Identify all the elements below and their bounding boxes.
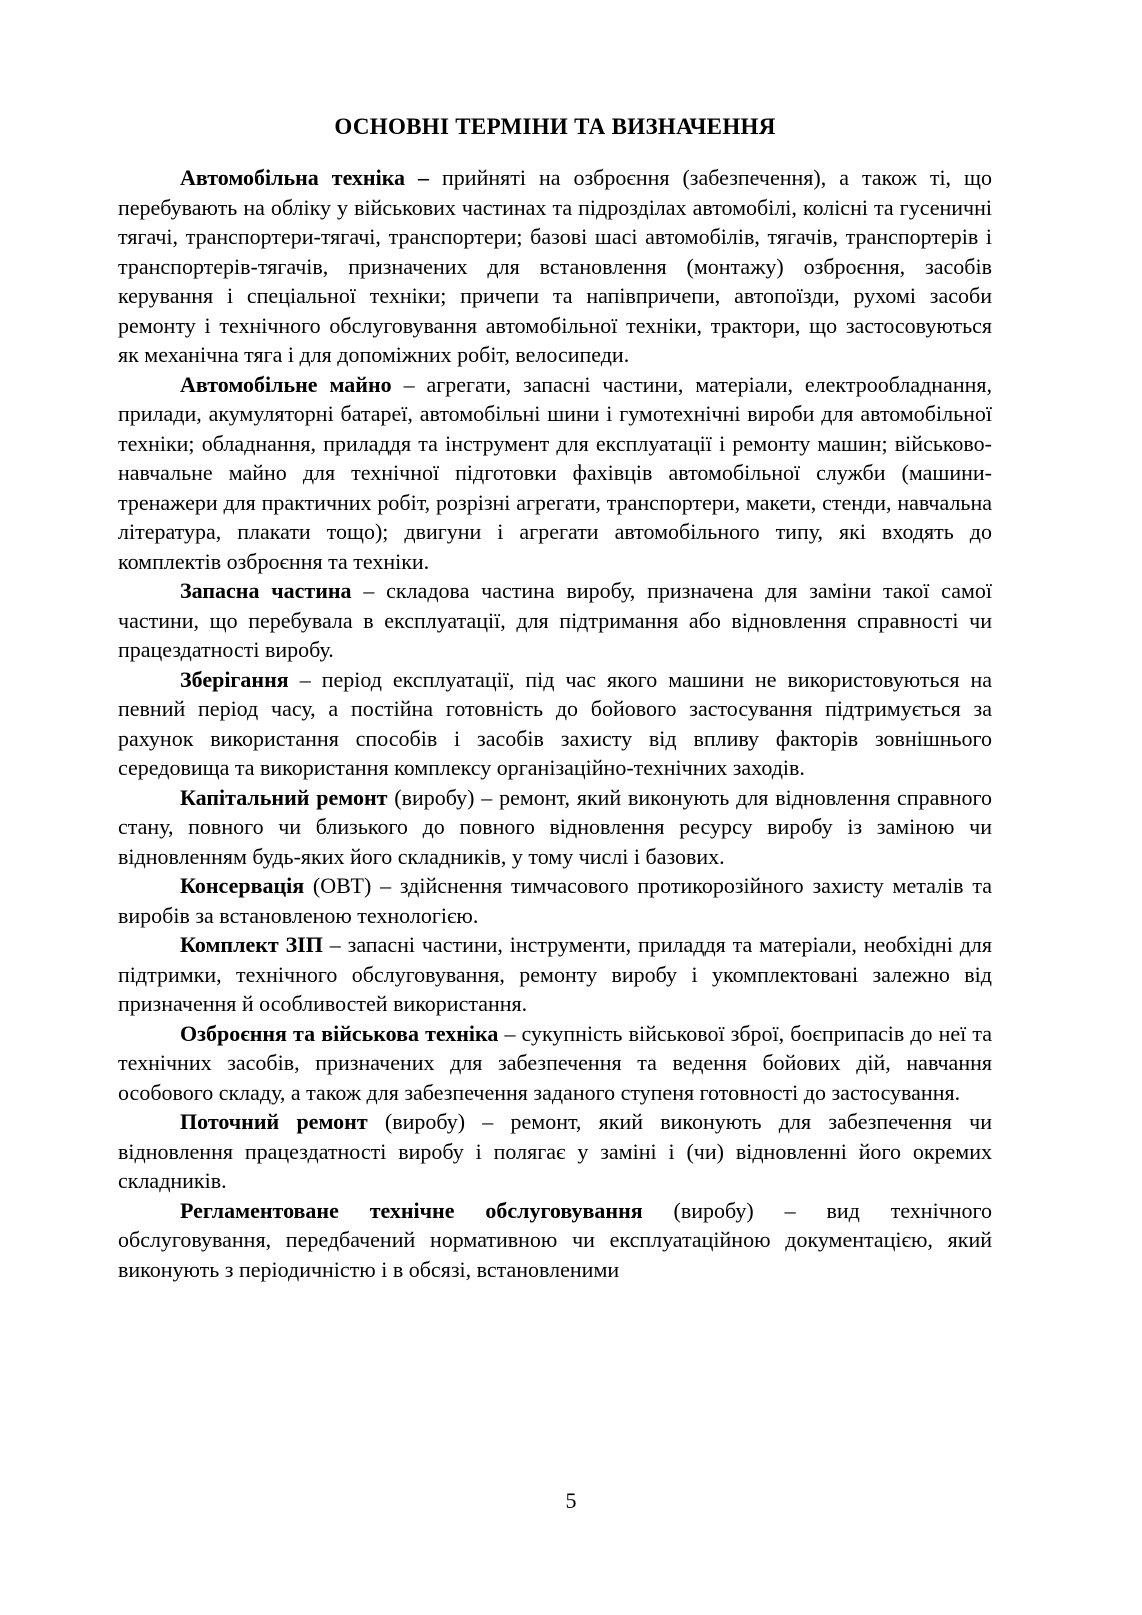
definition-text: – агрегати, запасні частини, матеріали, електрообладнання, прилади, акумуляторні батареї, автомобільні шини і гумотехнічні вироби для автомобільної техніки; обладнання, приладдя та інструмент для експлуатації і ремонту машин; військово-навчальне майно для технічної підготовки фахівців автомобільної служби (машини-тренажери для практичних робіт, розрізні агрегати, транспортери, макети, стенди, навчальна література, плакати тощо); двигуни і агрегати автомобільного типу, які входять до комплектів озброєння та техніки. <box>118 371 992 574</box>
term-zapasna-chastyna: Запасна частина <box>180 578 352 603</box>
definition-paragraph <box>118 1107 992 1196</box>
definition-text: (виробу) – ремонт, який виконують для відновлення справного стану, повного чи близького до повного відновлення ресурсу виробу із заміною чи відновленням будь-яких його складників, у тому числі і базових. <box>118 784 992 869</box>
definition-paragraph <box>118 163 992 370</box>
definition-paragraph <box>118 665 992 783</box>
definition-paragraph <box>118 576 992 665</box>
definition-paragraph <box>118 783 992 872</box>
term-avtomobilne-maino: Автомобільне майно <box>180 371 392 397</box>
term-zberihannia: Зберігання <box>180 666 289 692</box>
definition-text: (ОВТ) – здійснення тимчасового протикорозійного захисту металів та виробів за встановленою технологією. <box>118 873 992 928</box>
term-konservatsiia: Консервація <box>180 873 305 898</box>
definition-paragraph <box>118 370 992 577</box>
definition-paragraph <box>118 871 992 930</box>
definition-text: – складова частина виробу, призначена для заміни такої самої частини, що перебувала в експлуатації, для підтримання або відновлення справності чи працездатності виробу. <box>118 578 992 662</box>
definition-paragraph <box>118 1019 992 1108</box>
term-potochnyi-remont: Поточний ремонт <box>180 1109 368 1134</box>
term-kapitalnyi-remont: Капітальний ремонт <box>180 784 388 810</box>
term-ozbroiennia-viiskova-tekhnika: Озброєння та військова техніка <box>180 1020 499 1046</box>
page-number: 5 <box>565 1488 577 1513</box>
definition-text: – запасні частини, інструменти, приладдя та матеріали, необхідні для підтримки, технічного обслуговування, ремонту виробу і укомплектовані залежно від призначення й особливостей використання. <box>118 932 992 1016</box>
definition-text: (виробу) – ремонт, який виконують для забезпечення чи відновлення працездатності виробу і полягає у заміні і (чи) відновленні його окремих складників. <box>118 1109 992 1193</box>
definition-text: – сукупність військової зброї, боєприпасів до неї та технічних засобів, призначених для забезпечення та ведення бойових дій, навчання особового складу, а також для забезпечення заданого ступеня готовності до застосування. <box>118 1020 992 1105</box>
definition-text: (виробу) – вид технічного обслуговування, передбачений нормативною чи експлуатаційною документацією, який виконують з періодичністю і в обсязі, встановленими <box>118 1197 992 1282</box>
definition-text: – період експлуатації, під час якого машини не використовуються на певний період часу, а постійна готовність до бойового застосування підтримується за рахунок використання способів і засобів захисту від впливу факторів зовнішнього середовища та використання комплексу організаційно-технічних заходів. <box>118 666 992 780</box>
term-komplekt-zip: Комплект ЗІП <box>180 932 323 957</box>
term-rehlamentovane-tekhnichne-obsluhovuvannia: Регламентоване технічне обслуговування <box>180 1197 643 1223</box>
definition-paragraph <box>118 930 992 1019</box>
definition-text: прийняті на озброєння (забезпечення), а також ті, що перебувають на обліку у військових частинах та підрозділах автомобілі, колісні та гусеничні тягачі, транспортери-тягачі, транспортери; базові шасі автомобілів, тягачів, транспортерів і транспортерів-тягачів, призначених для встановлення (монтажу) озброєння, засобів керування і спеціальної техніки; причепи та напівпричепи, автопоїзди, рухомі засоби ремонту і технічного обслуговування автомобільної техніки, трактори, що застосовуються як механічна тяга і для допоміжних робіт, велосипеди. <box>118 165 992 367</box>
term-avtomobilna-tekhnika: Автомобільна техніка – <box>180 165 430 190</box>
definition-paragraph <box>118 1196 992 1285</box>
page-title: ОСНОВНІ ТЕРМІНИ ТА ВИЗНАЧЕННЯ <box>334 114 776 139</box>
